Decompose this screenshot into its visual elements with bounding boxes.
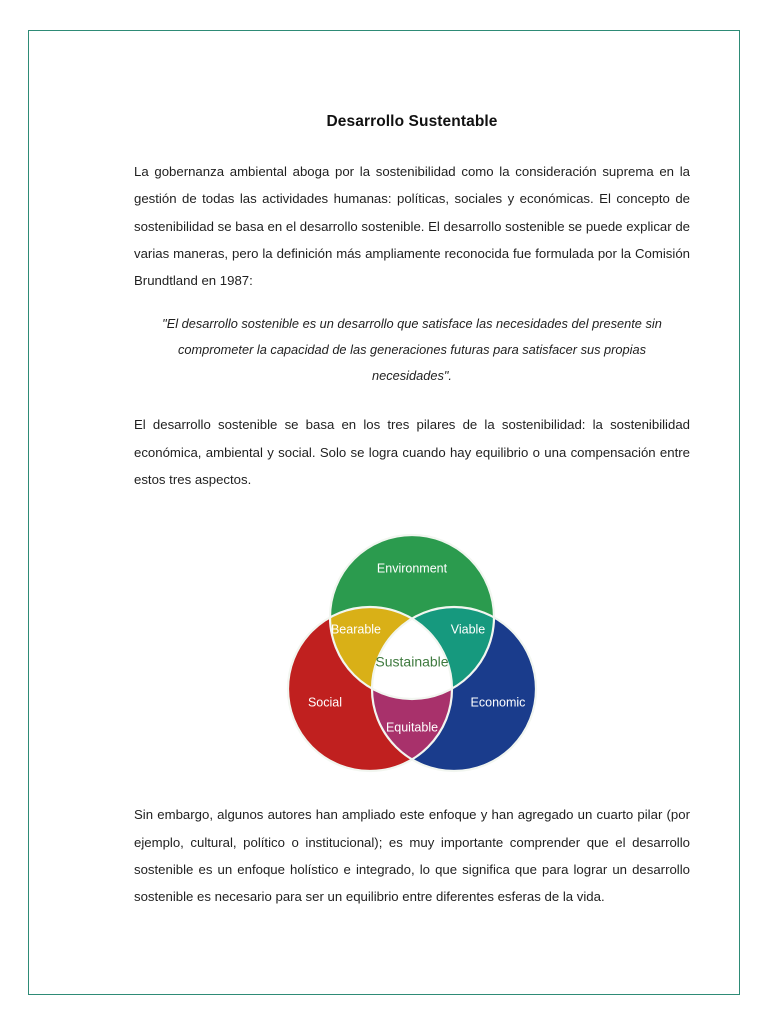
sustainability-venn-diagram [284, 513, 540, 775]
paragraph-fourth-pillar: Sin embargo, algunos autores han ampliado este enfoque y han agregado un cuarto pilar (por ejemplo, cultural, político o institucional); es muy importante comprender que el desarrollo sostenible es un enfoque holístico e integrado, lo que significa que para lograr un desarrollo sostenible es necesario para ser un equilibrio entre diferentes esferas de la vida. [134, 807, 690, 905]
paragraph-intro: La gobernanza ambiental aboga por la sostenibilidad como la consideración suprema en la gestión de todas las actividades humanas: políticas, sociales y económicas. El concepto de sostenibilidad se basa en el desarrollo sostenible. El desarrollo sostenible se puede explicar de varias maneras, pero la definición más ampliamente reconocida fue formulada por la Comisión Brundtland en 1987: [134, 164, 690, 289]
page-border-frame [28, 30, 740, 995]
brundtland-quote: "El desarrollo sostenible es un desarrollo que satisface las necesidades del presente sin comprometer la capacidad de las generaciones futuras para satisfacer sus propias necesidades". [162, 315, 662, 384]
venn-label-sustainable: Sustainable [375, 653, 449, 670]
venn-label-viable: Viable [450, 622, 486, 637]
page-title: Desarrollo Sustentable [326, 113, 498, 130]
document-content [134, 113, 690, 911]
venn-label-environment: Environment [376, 561, 448, 576]
venn-label-bearable: Bearable [330, 622, 382, 637]
venn-label-economic: Economic [470, 695, 526, 710]
venn-label-social: Social [307, 695, 343, 710]
paragraph-three-pillars: El desarrollo sostenible se basa en los tres pilares de la sostenibilidad: la sostenibilidad económica, ambiental y social. Solo se logra cuando hay equilibrio o una compensación entre estos tres aspectos. [134, 417, 690, 487]
venn-label-equitable: Equitable [385, 720, 439, 735]
venn-diagram-container [134, 513, 690, 775]
